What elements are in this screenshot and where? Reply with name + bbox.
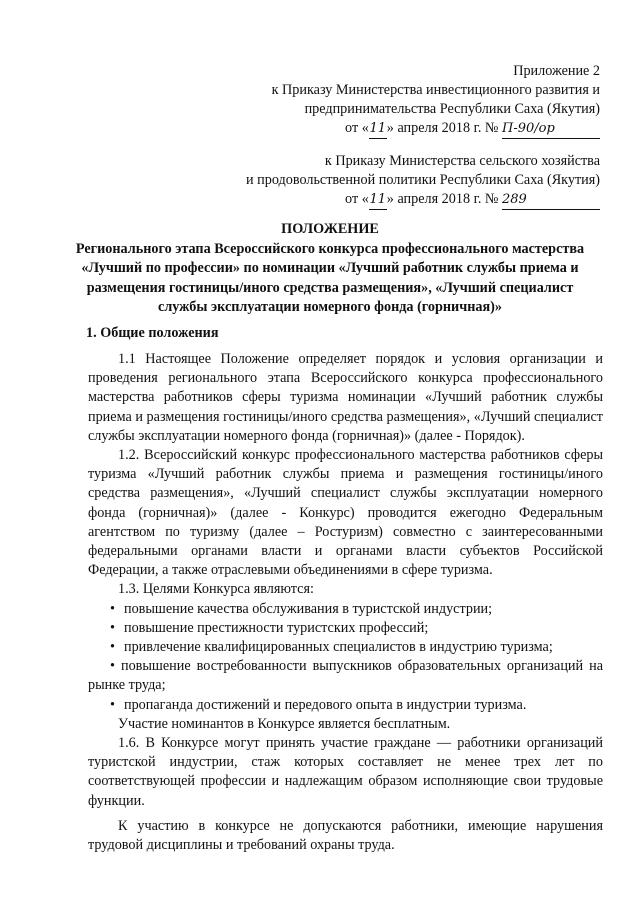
document-title xyxy=(56,220,604,318)
list-item: • привлечение квалифицированных специалистов в индустрию туризма; xyxy=(88,638,603,657)
order-date-line: от «11» апреля 2018 г. № П-90/ор xyxy=(272,119,600,139)
bullet-icon: • xyxy=(110,639,115,656)
order-date-line: от «11» апреля 2018 г. № 289 xyxy=(246,190,600,210)
order-day-handwritten: 11 xyxy=(369,190,387,210)
paragraph-1-6: 1.6. В Конкурсе могут принять участие граждане — работники организаций туристской индустрии, стаж которых составляет не менее трех лет по соответствующей профессии и надлежащим образом исполняющие свои трудовые функции. xyxy=(88,735,603,809)
bullet-icon: • xyxy=(110,658,115,675)
list-item: • повышение востребованности выпускников образовательных организаций на рынке труда; xyxy=(88,658,604,694)
paragraph-1-2: 1.2. Всероссийский конкурс профессионального мастерства работников сферы туризма «Лучший работник службы приема и размещения гостиницы/иного средства размещения», «Лучший специалист службы эксплуатации номерного фонда (горничная)» (далее - Конкурс) проводится ежегодно Федеральным агентством по туризму (далее – Ростуризм) совместно с заинтересованными федеральными органами власти и органами власти субъектов Российской Федерации, а также отраслевыми объединениями в сфере туризма. xyxy=(88,447,603,579)
paragraph-free-participation: Участие номинантов в Конкурсе является бесплатным. xyxy=(118,715,451,732)
order-day-handwritten: 11 xyxy=(369,119,387,139)
list-item: • повышение престижности туристских профессий; xyxy=(88,619,603,638)
section-body xyxy=(88,350,603,855)
bullet-icon: • xyxy=(110,619,115,636)
section-heading: 1. Общие положения xyxy=(86,325,219,341)
list-item: • повышение качества обслуживания в туристской индустрии; xyxy=(88,600,603,619)
order-ref-line: к Приказу Министерства сельского хозяйства xyxy=(324,153,600,169)
title-line: службы эксплуатации номерного фонда (горничная)» xyxy=(158,299,502,315)
order-ref-line: к Приказу Министерства инвестиционного развития и xyxy=(271,82,600,98)
order-number-handwritten: П-90/ор xyxy=(502,119,600,139)
bullet-icon: • xyxy=(110,696,115,713)
appendix-header-investment xyxy=(272,62,600,139)
paragraph-1-1: 1.1 Настоящее Положение определяет порядок и условия организации и проведения регионального этапа Всероссийского конкурса профессионального мастерства работников сферы туризма номинации «Лучший работник службы приема и размещения гостиницы/иного средства размещения», «Лучший специалист службы эксплуатации номерного фонда (горничная)» (далее - Порядок). xyxy=(88,351,603,444)
paragraph-1-3: 1.3. Целями Конкурса являются: xyxy=(118,581,314,598)
title-line: Регионального этапа Всероссийского конкурса профессионального мастерства xyxy=(75,240,585,257)
order-ref-line: и продовольственной политики Республики Саха (Якутия) xyxy=(246,172,600,188)
title-heading: ПОЛОЖЕНИЕ xyxy=(281,221,379,237)
title-line: размещения гостиницы/иного средства размещения», «Лучший специалист xyxy=(86,279,574,296)
appendix-header-agriculture xyxy=(246,152,600,210)
order-ref-line: предпринимательства Республики Саха (Якутия) xyxy=(304,101,600,117)
appendix-label: Приложение 2 xyxy=(513,63,600,79)
list-item: • пропаганда достижений и передового опыта в индустрии туризма. xyxy=(88,696,603,715)
title-line: «Лучший по профессии» по номинации «Лучший работник службы приема и xyxy=(81,260,579,276)
bullet-icon: • xyxy=(110,600,115,617)
paragraph-exclusion: К участию в конкурсе не допускаются работники, имеющие нарушения трудовой дисциплины и требований охраны труда. xyxy=(88,817,603,854)
order-number-handwritten: 289 xyxy=(502,190,600,210)
